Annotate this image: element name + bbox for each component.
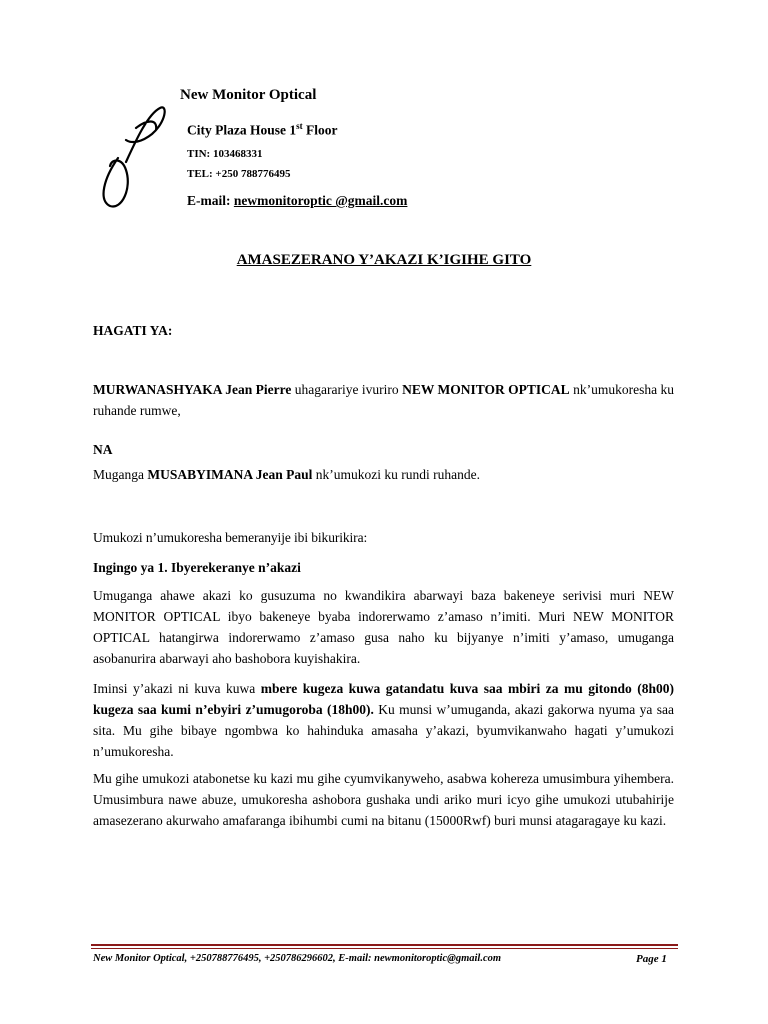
paragraph-parties-employee xyxy=(93,464,674,485)
footer-divider-thin xyxy=(91,948,678,949)
employer-company: NEW MONITOR OPTICAL xyxy=(402,382,570,397)
footer-divider xyxy=(91,944,678,946)
employer-end: nk’umukoresha ku ruhande rumwe, xyxy=(93,382,675,418)
company-logo xyxy=(96,100,166,210)
company-tel: TEL: +250 788776495 xyxy=(187,168,291,180)
paragraph-working-days xyxy=(93,678,674,762)
address-prefix: City Plaza House 1 xyxy=(187,122,297,138)
company-tin: TIN: 103468331 xyxy=(187,148,263,160)
company-name: New Monitor Optical xyxy=(180,87,317,103)
section-na: NA xyxy=(93,442,113,457)
section-hagati: HAGATI YA: xyxy=(93,323,173,338)
employer-name: MURWANASHYAKA Jean Pierre xyxy=(93,382,292,397)
footer-contact: New Monitor Optical, +250788776495, +250786296602, E-mail: newmonitoroptic@gmail.com xyxy=(93,953,502,964)
company-address xyxy=(187,121,338,139)
paragraph-agreement-intro: Umukozi n’umukoresha bemeranyije ibi bikurikira: xyxy=(93,530,368,545)
employee-prefix: Muganga xyxy=(93,467,148,482)
paragraph-duties: Umuganga ahawe akazi ko gusuzuma no kwandikira abarwayi baza bakeneye serivisi muri NEW MONITOR OPTICAL ibyo bakeneye byaba indorerwamo z’amaso n’imiti. Muri NEW MONITOR OPTICAL hatangirwa indorerwamo z’amaso gusa naho ku bijyanye n’imiti y’amaso, umuganga asobanurira abarwayi aho bashobora kuyishakira. xyxy=(93,588,674,666)
article-1-heading: Ingingo ya 1. Ibyerekeranye n’akazi xyxy=(93,560,301,575)
email-label: E-mail: xyxy=(187,193,234,208)
employee-name: MUSABYIMANA Jean Paul xyxy=(147,467,313,482)
paragraph-parties-employer xyxy=(93,379,674,421)
page-number: Page 1 xyxy=(636,953,667,965)
paragraph-absence: Mu gihe umukozi atabonetse ku kazi mu gihe cyumvikanyweho, asabwa kohereza umusimbura yihembera. Umusimbura nawe abuze, umukoresha ashobora gushaka undi ariko muri icyo gihe umukozi utubahirije amasezerano akurwaho amafaranga ibihumbi cumi na bitanu (15000Rwf) buri munsi atagaragaye ku kazi. xyxy=(93,771,674,828)
address-suffix: Floor xyxy=(302,122,338,138)
address-ordinal: st xyxy=(296,121,303,131)
employer-mid: uhagarariye ivuriro xyxy=(291,382,403,397)
working-days-prefix: Iminsi y’akazi ni kuva kuwa xyxy=(93,681,261,696)
email-link[interactable]: newmonitoroptic @gmail.com xyxy=(233,193,408,208)
working-days-suffix: Ku munsi w’umuganda, akazi gakorwa nyuma ya saa sita. Mu gihe bibaye ngombwa ko hahinduka amasaha y’akazi, byumvikanwaho hagati y’umukozi n’umukoresha. xyxy=(93,702,674,759)
document-title: AMASEZERANO Y’AKAZI K’IGIHE GITO xyxy=(236,252,532,268)
employee-suffix: nk’umukozi ku rundi ruhande. xyxy=(312,467,480,482)
working-days-hours: mbere kugeza kuwa gatandatu kuva saa mbiri za mu gitondo (8h00) kugeza saa kumi n’ebyiri z’umugoroba (18h00). xyxy=(93,681,674,717)
company-email xyxy=(187,193,407,209)
